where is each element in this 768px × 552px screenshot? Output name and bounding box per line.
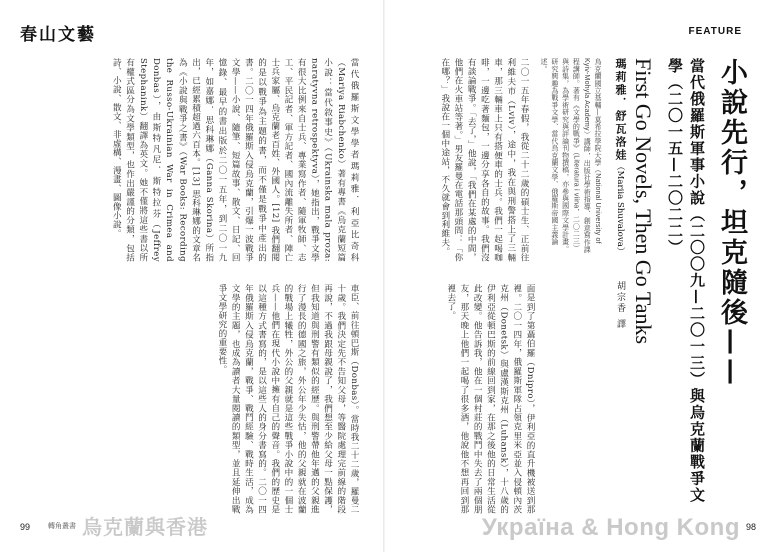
page-number-left: 99 <box>20 522 31 532</box>
translator-credit: 胡宗香 譯 <box>615 281 625 331</box>
section-title: 春山文藝 <box>20 25 96 45</box>
author-original-name: （Mariia Shuvalova） <box>615 162 625 256</box>
section-label: FEATURE <box>688 26 742 37</box>
article-subtitle: 當代俄羅斯軍事小說（二〇〇九—二〇一三）與烏克蘭戰爭文學（二〇一五—二〇二二） <box>666 58 706 504</box>
article-title-block <box>536 58 748 514</box>
author-bio: 烏克蘭國立基輔—莫希拉學院大學（National University of Kyiv-Mohyla Academy）講師，出版社學術指導、創意寫作課程講師。著有《文學的戰爭》（Literatura i viina，二〇二三）與詩集，為學術研究與評論刊物撰稿，亦參與國際文學計畫。研究興趣為戰爭文學、當代烏克蘭文學、俄羅斯帝國主義論述。 <box>540 58 601 254</box>
body-text-right-upper: 二〇一五年春假，我從二十二歲的碩士生、正前往利維夫市（Lviv），途中，我在與刑警搭上了三輛車，那三輛車上只有搭便車的士兵。我們一起喝咖啡，一邊吃著麵包，一邊分享各自的故事。我們沒有談論戰爭。「去了，」他說，「我們在某處的中間，他們在火車站等著。」男友羅曼在電話那頭問：「你在哪？」我說在一個中途站，不久就會到利維夫。 <box>439 58 529 262</box>
footer-brand-right: Україна & Hong Kong <box>481 514 740 541</box>
body-text-left-upper: 當代俄羅斯文學學者瑪莉雅．利亞比奇科（Mariya Riabchenko）著有專書《烏克蘭短篇小說：當代敘事史》（Ukrainska mala proza: naratyvna retrospektyva），她指出，戰爭文學有很大比例來自士兵、專業寫作者、隨軍牧師、志工、平民記者、軍方記者、國內流離失所者、陣亡士兵家屬、烏克蘭老百姓、外國人。[12] 我們翻閱的是以戰爭為主題的書，而不僅是戰爭中產出的書。二〇一四年俄羅斯入侵烏克蘭，引爆一波戰爭文學——小說、隨筆、短篇故事、散文、日記、回憶錄、最早的書出版於二〇一五年，到二〇一九年，如嘉娜．思科琳娜（Ganna Skorina）所指出，已經累積超過六百本。[13] 思科琳娜的文章名為《小說與戰爭之書》（War Books: Recording the Russo-Ukrainian War in Crimea and Donbas），由斯特凡尼．斯特拉芬（Jeffrey Stephanink）翻譯為英文。她不僅將這些書以所有權式區分為文學類型，也作出嚴謹的分類，包括詩、小說、散文、非虛構、漫畫、圖像小說。 <box>111 58 359 262</box>
article-english-title: First Go Novels, Then Go Tanks <box>631 58 656 345</box>
author-line <box>612 58 628 514</box>
page-number-right: 98 <box>745 522 756 532</box>
footer-series-label: 轉角叢書 <box>48 521 76 530</box>
author-name: 瑪莉雅．舒瓦洛娃 <box>614 58 627 162</box>
body-text-left-lower: 車臣、前往頓巴斯（Donbas）。當時我二十二歲，羅曼二十歲。我們決定先不告知父母，等醫院處理完前線的階段再說，不過我跟母親說了，我們想至少給父母一點保護，但我知道與刑警有類似的經歷。與刑警帶他年邁的父親進行了漫長的德國之旅，外公年少失怙，他的父親就在波蘭的戰場上犧牲，外公的父親就是這些戰爭小說中的一個士兵——他們在現代小說中擁有自己的聲音。我們的歷史是以這種方式書寫的，是以這些人的身分書寫的。二〇一四年俄羅斯入侵烏克蘭，戰爭、戰鬥經驗、戰時生活，成為文學的主題，也成為讀者大量閱讀的類型，並且延伸出戰爭文學研究的重要性。 <box>216 284 359 514</box>
right-page <box>384 0 768 552</box>
article-title: 小說先行，坦克隨後—— <box>716 58 747 388</box>
footer-book-title: 烏克蘭與香港 <box>82 517 208 539</box>
footer-brand-left <box>48 511 208 540</box>
body-text-right-lower: 面是到了第聶伯羅（Dnipro），伊利亞的直升機被送到那裡。二〇一四年，俄羅斯軍隊占領克里米亞並入侵頓內茨克州（Donetsk）與盧漢斯克州（Luhansk），十八歲的伊利亞從頓巴斯的前線回到家，在那之後他的日常生活從此改變。他告訴我，他在一個村莊的戰鬥中失去了兩個朋友，那天晚上他們一起喝了很多酒，他說他不想再回到那裡去了。 <box>445 284 535 514</box>
